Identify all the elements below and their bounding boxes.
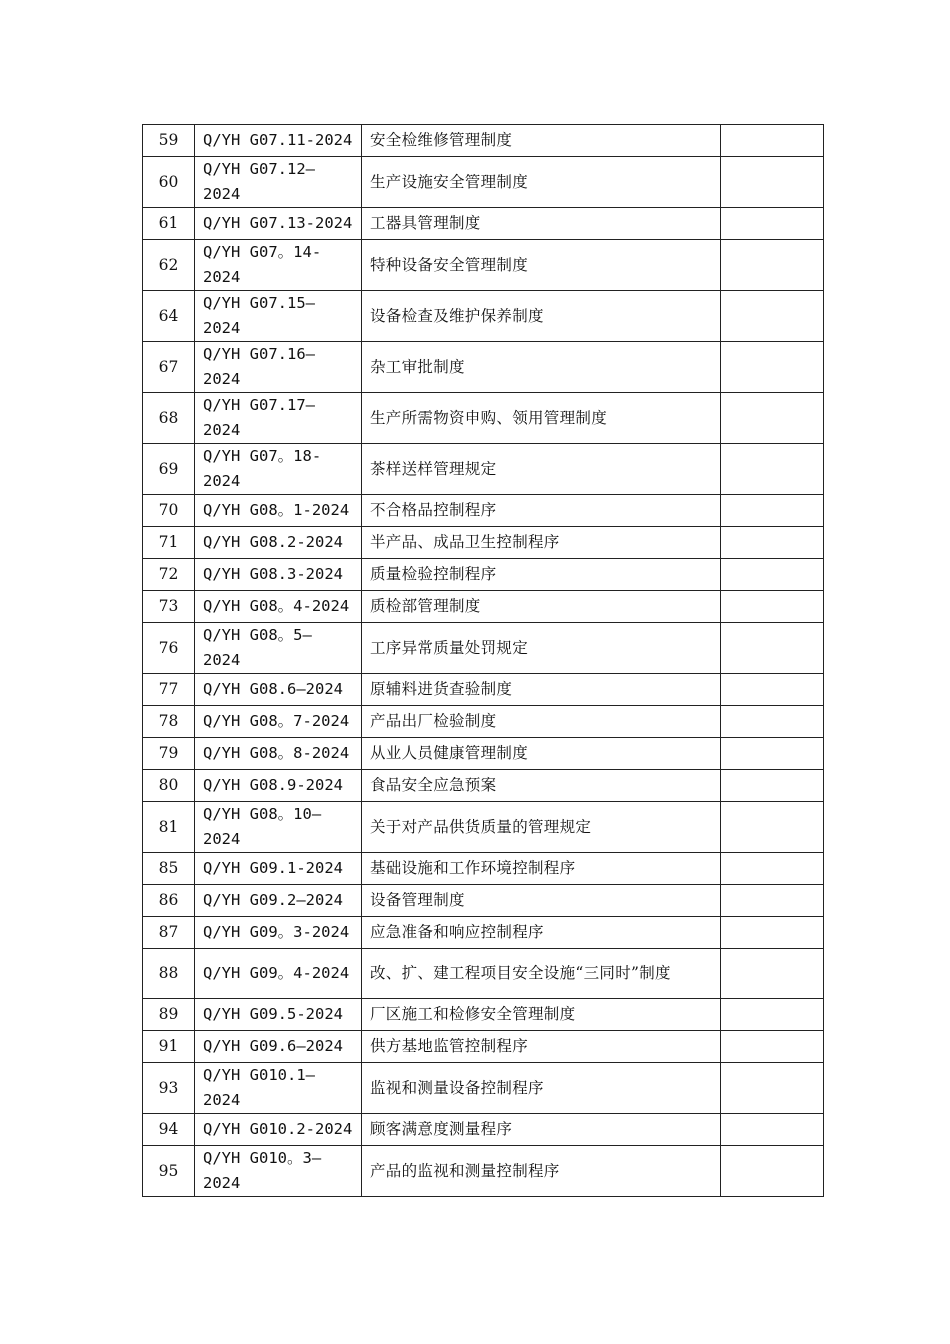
- remarks-cell: [721, 559, 824, 591]
- row-number: 78: [143, 706, 195, 738]
- document-code: Q/YH G010.2-2024: [195, 1114, 362, 1146]
- row-number: 80: [143, 770, 195, 802]
- remarks-cell: [721, 591, 824, 623]
- document-title: 工器具管理制度: [362, 208, 721, 240]
- remarks-cell: [721, 706, 824, 738]
- row-number: 62: [143, 240, 195, 291]
- document-code: Q/YH G07.13-2024: [195, 208, 362, 240]
- row-number: 61: [143, 208, 195, 240]
- table-row: [143, 738, 824, 770]
- document-title: 设备管理制度: [362, 885, 721, 917]
- remarks-cell: [721, 949, 824, 999]
- document-title: 原辅料进货查验制度: [362, 674, 721, 706]
- remarks-cell: [721, 125, 824, 157]
- table-row: [143, 559, 824, 591]
- table-row: [143, 1031, 824, 1063]
- row-number: 79: [143, 738, 195, 770]
- table-row: [143, 802, 824, 853]
- document-code: Q/YH G07.17— 2024: [195, 393, 362, 444]
- document-code: Q/YH G08.3-2024: [195, 559, 362, 591]
- row-number: 71: [143, 527, 195, 559]
- remarks-cell: [721, 527, 824, 559]
- document-code: Q/YH G08。8-2024: [195, 738, 362, 770]
- table-row: [143, 999, 824, 1031]
- table-row: [143, 949, 824, 999]
- document-title: 工序异常质量处罚规定: [362, 623, 721, 674]
- document-title: 改、扩、建工程项目安全设施“三同时”制度: [362, 949, 721, 999]
- document-title: 杂工审批制度: [362, 342, 721, 393]
- row-number: 60: [143, 157, 195, 208]
- remarks-cell: [721, 342, 824, 393]
- row-number: 95: [143, 1146, 195, 1197]
- remarks-cell: [721, 885, 824, 917]
- row-number: 91: [143, 1031, 195, 1063]
- document-title: 监视和测量设备控制程序: [362, 1063, 721, 1114]
- remarks-cell: [721, 999, 824, 1031]
- document-code: Q/YH G08。10— 2024: [195, 802, 362, 853]
- document-code: Q/YH G09。4-2024: [195, 949, 362, 999]
- document-code: Q/YH G07。18- 2024: [195, 444, 362, 495]
- document-code: Q/YH G07.12— 2024: [195, 157, 362, 208]
- remarks-cell: [721, 1114, 824, 1146]
- table-row: [143, 240, 824, 291]
- document-title: 设备检查及维护保养制度: [362, 291, 721, 342]
- row-number: 86: [143, 885, 195, 917]
- document-title: 从业人员健康管理制度: [362, 738, 721, 770]
- table-row: [143, 291, 824, 342]
- row-number: 67: [143, 342, 195, 393]
- table-row: [143, 527, 824, 559]
- row-number: 88: [143, 949, 195, 999]
- table-row: [143, 917, 824, 949]
- table-row: [143, 157, 824, 208]
- document-code: Q/YH G08.6—2024: [195, 674, 362, 706]
- document-title: 关于对产品供货质量的管理规定: [362, 802, 721, 853]
- remarks-cell: [721, 802, 824, 853]
- row-number: 72: [143, 559, 195, 591]
- row-number: 70: [143, 495, 195, 527]
- row-number: 85: [143, 853, 195, 885]
- document-title: 不合格品控制程序: [362, 495, 721, 527]
- table-row: [143, 1114, 824, 1146]
- document-code: Q/YH G09.2—2024: [195, 885, 362, 917]
- table-row: [143, 393, 824, 444]
- row-number: 76: [143, 623, 195, 674]
- table-row: [143, 770, 824, 802]
- remarks-cell: [721, 674, 824, 706]
- row-number: 64: [143, 291, 195, 342]
- remarks-cell: [721, 444, 824, 495]
- remarks-cell: [721, 1063, 824, 1114]
- row-number: 87: [143, 917, 195, 949]
- row-number: 73: [143, 591, 195, 623]
- table-row: [143, 674, 824, 706]
- document-code: Q/YH G07.15— 2024: [195, 291, 362, 342]
- row-number: 89: [143, 999, 195, 1031]
- document-code: Q/YH G08。4-2024: [195, 591, 362, 623]
- document-title: 茶样送样管理规定: [362, 444, 721, 495]
- document-code: Q/YH G08.2-2024: [195, 527, 362, 559]
- table-row: [143, 853, 824, 885]
- remarks-cell: [721, 770, 824, 802]
- remarks-cell: [721, 1031, 824, 1063]
- document-code: Q/YH G07.11-2024: [195, 125, 362, 157]
- row-number: 68: [143, 393, 195, 444]
- row-number: 59: [143, 125, 195, 157]
- table-row: [143, 623, 824, 674]
- remarks-cell: [721, 240, 824, 291]
- document-title: 特种设备安全管理制度: [362, 240, 721, 291]
- table-row: [143, 495, 824, 527]
- document-title: 产品出厂检验制度: [362, 706, 721, 738]
- document-code: Q/YH G08。1-2024: [195, 495, 362, 527]
- document-code: Q/YH G010.1— 2024: [195, 1063, 362, 1114]
- document-title: 应急准备和响应控制程序: [362, 917, 721, 949]
- document-code: Q/YH G09.1-2024: [195, 853, 362, 885]
- table-row: [143, 1063, 824, 1114]
- document-title: 供方基地监管控制程序: [362, 1031, 721, 1063]
- table-row: [143, 591, 824, 623]
- document-code: Q/YH G07.16— 2024: [195, 342, 362, 393]
- table-row: [143, 208, 824, 240]
- document-title: 顾客满意度测量程序: [362, 1114, 721, 1146]
- document-title: 生产设施安全管理制度: [362, 157, 721, 208]
- document-title: 产品的监视和测量控制程序: [362, 1146, 721, 1197]
- document-code: Q/YH G08。7-2024: [195, 706, 362, 738]
- row-number: 77: [143, 674, 195, 706]
- remarks-cell: [721, 291, 824, 342]
- table-row: [143, 1146, 824, 1197]
- remarks-cell: [721, 1146, 824, 1197]
- document-code: Q/YH G09.5-2024: [195, 999, 362, 1031]
- document-title: 生产所需物资申购、领用管理制度: [362, 393, 721, 444]
- remarks-cell: [721, 738, 824, 770]
- table-row: [143, 885, 824, 917]
- row-number: 94: [143, 1114, 195, 1146]
- document-code: Q/YH G09.6—2024: [195, 1031, 362, 1063]
- document-code: Q/YH G07。14- 2024: [195, 240, 362, 291]
- table-row: [143, 125, 824, 157]
- document-code: Q/YH G08。5— 2024: [195, 623, 362, 674]
- remarks-cell: [721, 495, 824, 527]
- document-code: Q/YH G010。3— 2024: [195, 1146, 362, 1197]
- table-row: [143, 444, 824, 495]
- document-code: Q/YH G09。3-2024: [195, 917, 362, 949]
- regulation-table: [142, 124, 824, 1197]
- document-title: 安全检维修管理制度: [362, 125, 721, 157]
- document-title: 半产品、成品卫生控制程序: [362, 527, 721, 559]
- document-title: 基础设施和工作环境控制程序: [362, 853, 721, 885]
- remarks-cell: [721, 393, 824, 444]
- document-title: 厂区施工和检修安全管理制度: [362, 999, 721, 1031]
- document-title: 质检部管理制度: [362, 591, 721, 623]
- table-row: [143, 706, 824, 738]
- document-title: 质量检验控制程序: [362, 559, 721, 591]
- remarks-cell: [721, 623, 824, 674]
- table-row: [143, 342, 824, 393]
- row-number: 93: [143, 1063, 195, 1114]
- remarks-cell: [721, 157, 824, 208]
- remarks-cell: [721, 853, 824, 885]
- table-body: [143, 125, 824, 1197]
- row-number: 69: [143, 444, 195, 495]
- row-number: 81: [143, 802, 195, 853]
- document-code: Q/YH G08.9-2024: [195, 770, 362, 802]
- document-title: 食品安全应急预案: [362, 770, 721, 802]
- remarks-cell: [721, 208, 824, 240]
- remarks-cell: [721, 917, 824, 949]
